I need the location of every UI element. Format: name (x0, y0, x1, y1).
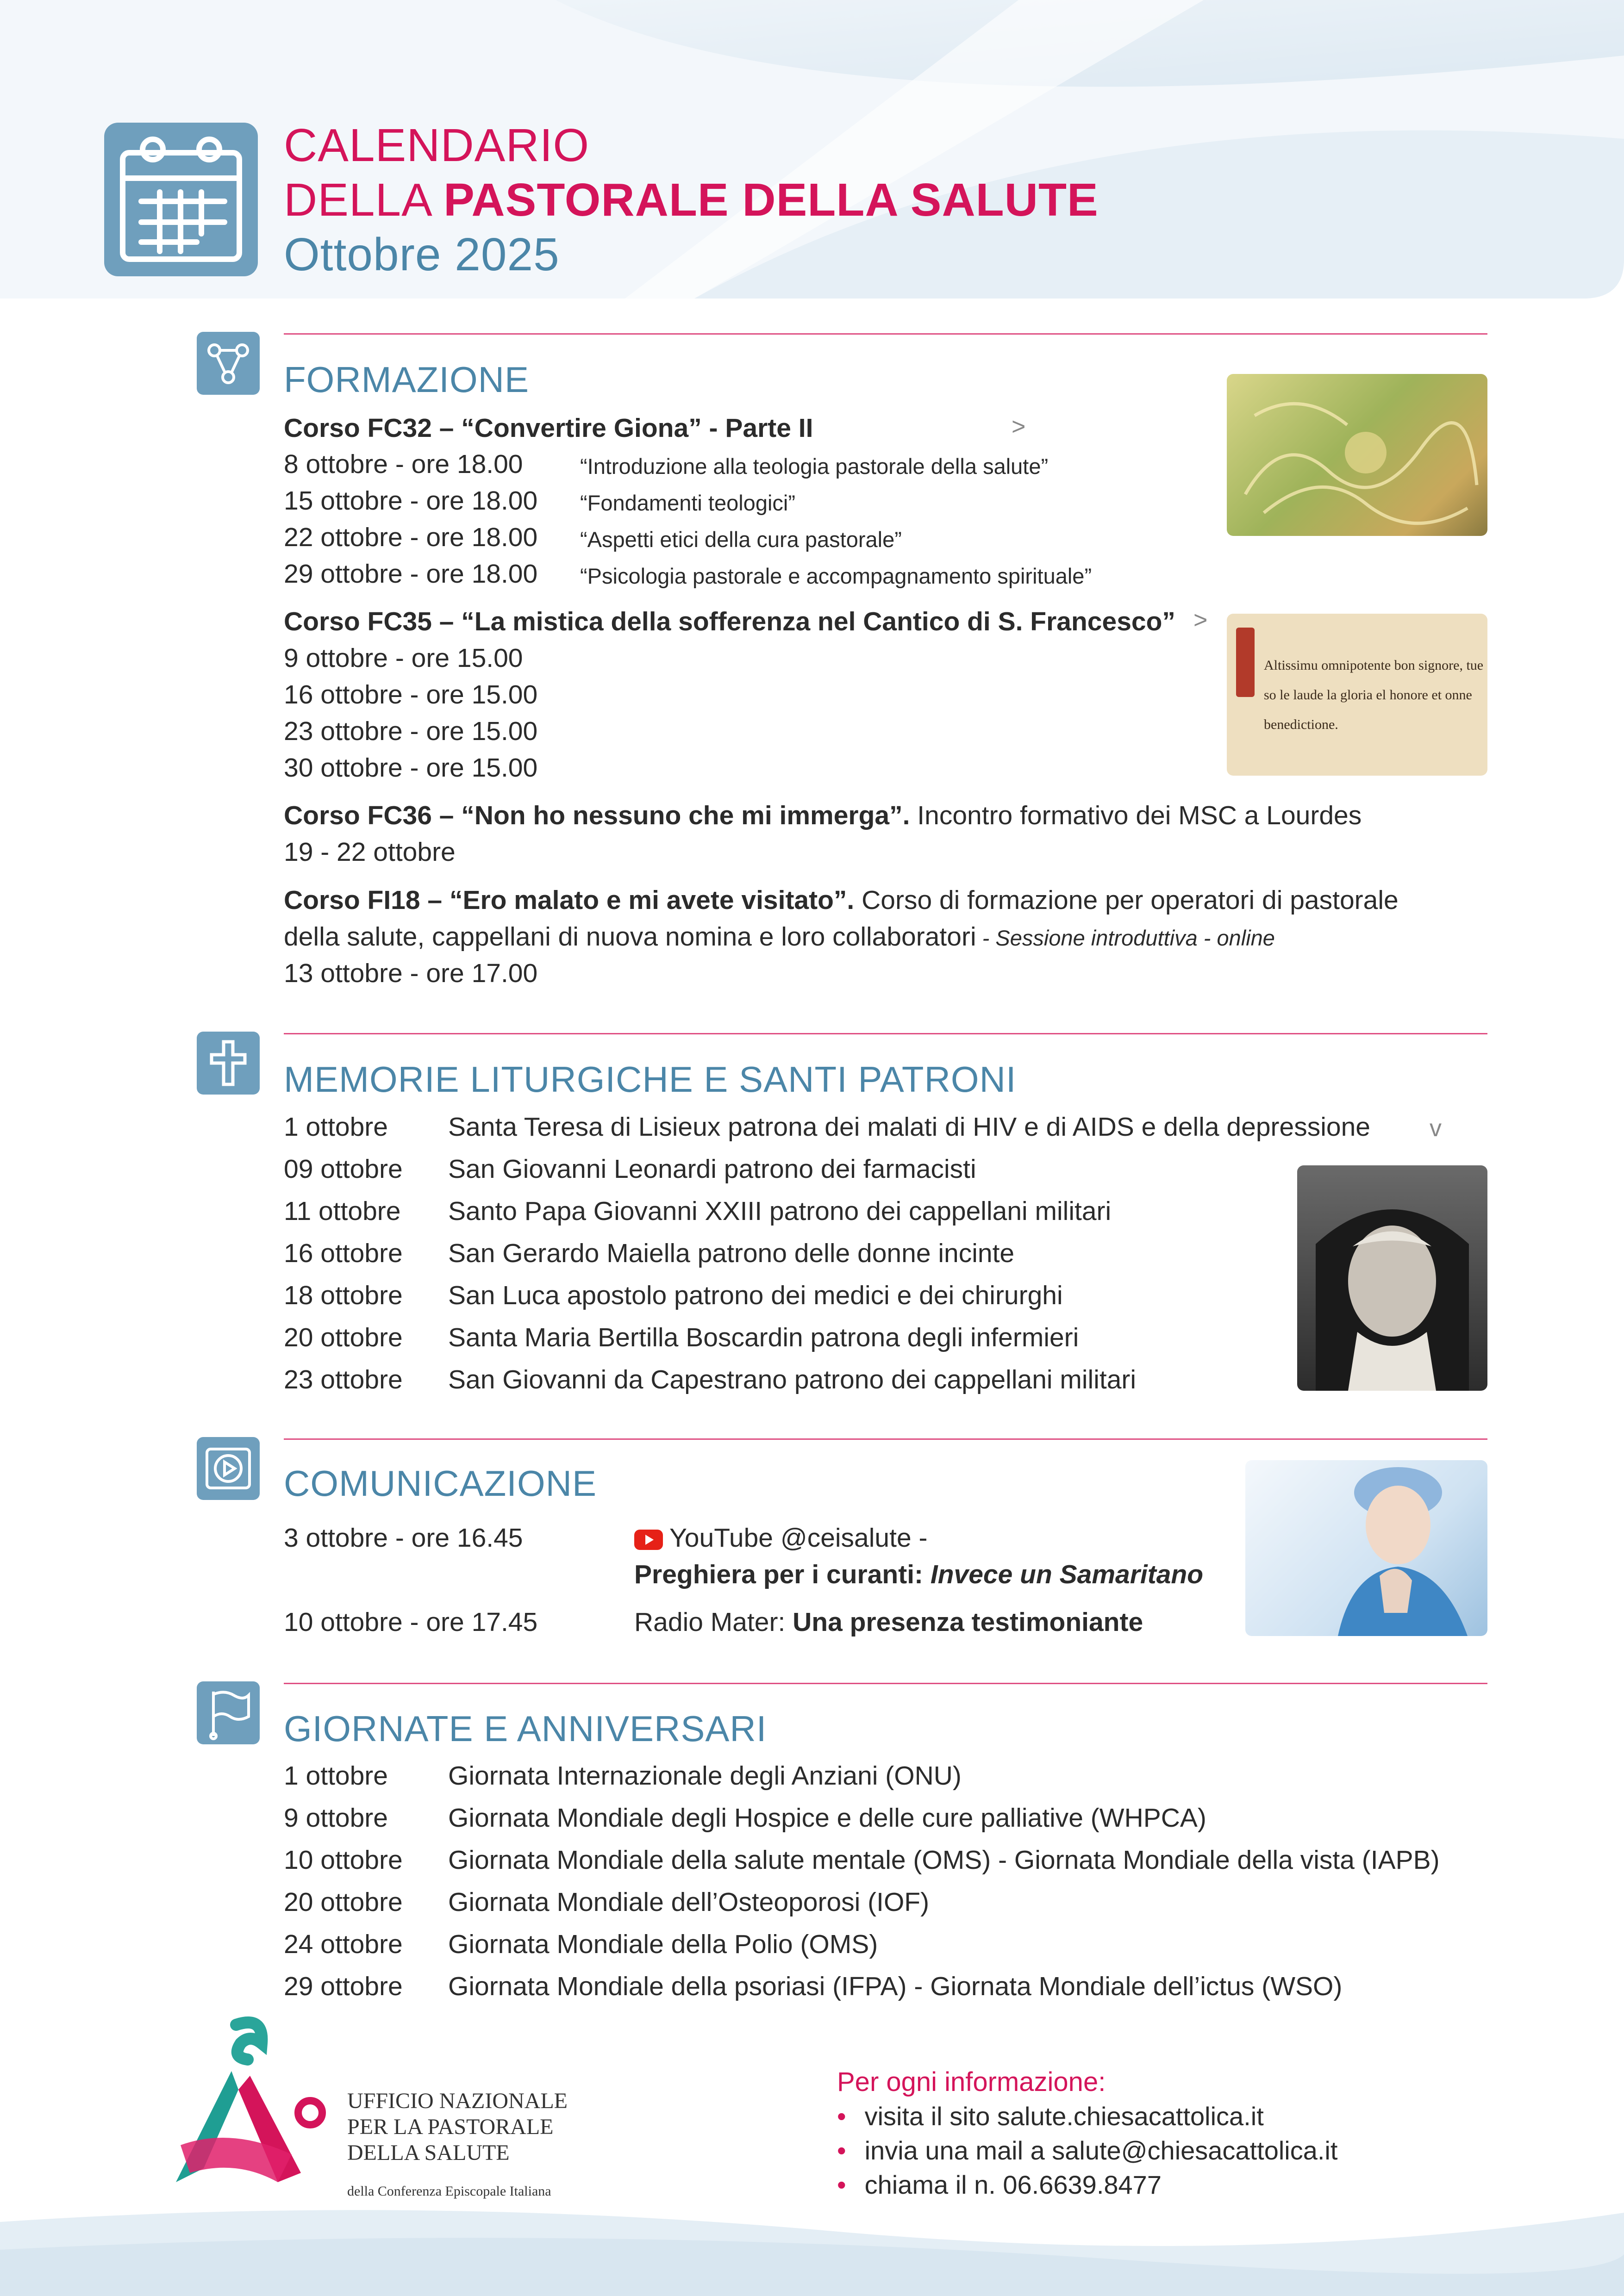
fc35-arrow-icon[interactable]: > (1193, 607, 1208, 634)
giornata-text-6: Giornata Mondiale della psoriasi (IFPA) - Giornata Mondiale dell’ictus (WSO) (448, 1972, 1343, 2001)
giornata-date-5: 24 ottobre (284, 1929, 403, 1959)
memoria-date-7: 23 ottobre (284, 1365, 403, 1394)
fi18-session: - Sessione introduttiva - online (976, 926, 1275, 950)
giornata-text-1: Giornata Internazionale degli Anziani (ONU) (448, 1761, 962, 1791)
office-subtitle: della Conferenza Episcopale Italiana (347, 2184, 551, 2199)
manuscript-line-3: benedictione. (1264, 717, 1338, 732)
course-fc36-title: Corso FC36 – “Non ho nessuno che mi immerga”. (284, 801, 910, 830)
fc32-date-2: 15 ottobre - ore 18.00 (284, 486, 538, 516)
memoria-text-5: San Luca apostolo patrono dei medici e dei chirurghi (448, 1281, 1063, 1310)
giornata-date-6: 29 ottobre (284, 1972, 403, 2001)
cross-icon (197, 1032, 260, 1095)
nurse-praying-photo (1245, 1460, 1487, 1636)
com-title-2: Radio Mater: Una presenza testimoniante (634, 1607, 1143, 1637)
section-divider (284, 1683, 1487, 1684)
giornata-date-2: 9 ottobre (284, 1803, 388, 1833)
info-email[interactable]: • invia una mail a salute@chiesacattolica.it (837, 2136, 1338, 2165)
memoria-text-4: San Gerardo Maiella patrono delle donne incinte (448, 1238, 1015, 1268)
memoria-text-7: San Giovanni da Capestrano patrono dei cappellani militari (448, 1365, 1137, 1394)
fc32-topic-1: “Introduzione alla teologia pastorale della salute” (580, 454, 1049, 479)
course-fc35-title[interactable]: Corso FC35 – “La mistica della sofferenza nel Cantico di S. Francesco” (284, 607, 1175, 636)
giornata-text-4: Giornata Mondiale dell’Osteoporosi (IOF) (448, 1887, 930, 1917)
fc32-date-3: 22 ottobre - ore 18.00 (284, 523, 538, 552)
play-icon (197, 1437, 260, 1500)
youtube-link[interactable] (634, 1522, 927, 1554)
giornata-text-3: Giornata Mondiale della salute mentale (OMS) - Giornata Mondiale della vista (IAPB) (448, 1845, 1440, 1875)
giornata-text-2: Giornata Mondiale degli Hospice e delle cure palliative (WHPCA) (448, 1803, 1206, 1833)
section-divider (284, 1033, 1487, 1034)
fc32-date-1: 8 ottobre - ore 18.00 (284, 449, 523, 479)
memoria-text-1: Santa Teresa di Lisieux patrona dei malati di HIV e di AIDS e della depressione (448, 1112, 1370, 1142)
calendar-icon (104, 123, 258, 276)
course-fi18[interactable] (284, 884, 1399, 916)
fc32-topic-4: “Psicologia pastorale e accompagnamento spirituale” (580, 564, 1092, 588)
course-fc32-title[interactable]: Corso FC32 – “Convertire Giona” - Parte II (284, 413, 813, 443)
giornata-date-3: 10 ottobre (284, 1845, 403, 1875)
course-fc36[interactable] (284, 799, 1362, 832)
memoria-date-3: 11 ottobre (284, 1196, 401, 1226)
fc32-topic-3: “Aspetti etici della cura pastorale” (580, 527, 902, 552)
ufficio-logo-icon (162, 2016, 329, 2201)
fc32-date-4: 29 ottobre - ore 18.00 (284, 559, 538, 589)
section-title-giornate: GIORNATE E ANNIVERSARI (284, 1708, 767, 1749)
course-fi18-title: Corso FI18 – “Ero malato e mi avete visitato”. (284, 885, 855, 915)
section-title-comunicazione: COMUNICAZIONE (284, 1463, 597, 1504)
fi18-desc-line-2: della salute, cappellani di nuova nomina e loro collaboratori - Sessione introduttiva - online (284, 922, 1275, 952)
saint-portrait-photo (1297, 1165, 1487, 1391)
memoria-text-2: San Giovanni Leonardi patrono dei farmacisti (448, 1154, 976, 1184)
section-divider (284, 1438, 1487, 1440)
memoria-date-5: 18 ottobre (284, 1281, 403, 1310)
page-title (284, 118, 1099, 282)
fc36-dates: 19 - 22 ottobre (284, 837, 456, 867)
people-network-icon (197, 332, 260, 395)
memorie-chevron-down-icon[interactable]: v (1430, 1115, 1442, 1142)
course-fi18-desc: Corso di formazione per operatori di pastorale (854, 885, 1399, 915)
course-fc36-desc: Incontro formativo dei MSC a Lourdes (910, 801, 1362, 830)
fc35-date-4: 30 ottobre - ore 15.00 (284, 753, 538, 783)
flag-icon (197, 1681, 260, 1744)
fc32-arrow-icon[interactable]: > (1012, 413, 1026, 440)
info-website[interactable]: • visita il sito salute.chiesacattolica.it (837, 2102, 1264, 2131)
memoria-date-4: 16 ottobre (284, 1238, 403, 1268)
fi18-date: 13 ottobre - ore 17.00 (284, 958, 538, 988)
fc35-date-2: 16 ottobre - ore 15.00 (284, 680, 538, 709)
giornata-text-5: Giornata Mondiale della Polio (OMS) (448, 1929, 878, 1959)
section-title-formazione: FORMAZIONE (284, 359, 529, 400)
info-phone[interactable]: • chiama il n. 06.6639.8477 (837, 2170, 1162, 2199)
fc35-date-1: 9 ottobre - ore 15.00 (284, 643, 523, 673)
section-divider (284, 333, 1487, 335)
manuscript-line-2: so le laude la gloria el honore et onne (1264, 687, 1472, 703)
manuscript-image (1227, 614, 1487, 776)
youtube-channel: YouTube @ceisalute - (669, 1523, 928, 1553)
com-title-1: Preghiera per i curanti: Invece un Samaritano (634, 1560, 1204, 1589)
fc32-topic-2: “Fondamenti teologici” (580, 491, 795, 515)
manuscript-line-1: Altissimu omnipotente bon signore, tue (1264, 658, 1484, 673)
office-name: UFFICIO NAZIONALE PER LA PASTORALE DELLA SALUTE (347, 2089, 568, 2165)
section-title-memorie: MEMORIE LITURGICHE E SANTI PATRONI (284, 1059, 1017, 1100)
footer-background (0, 2194, 1624, 2296)
info-title: Per ogni informazione: (837, 2067, 1106, 2097)
com-date-1: 3 ottobre - ore 16.45 (284, 1523, 523, 1553)
memoria-text-6: Santa Maria Bertilla Boscardin patrona degli infermieri (448, 1323, 1079, 1352)
youtube-icon (634, 1530, 663, 1550)
giornata-date-1: 1 ottobre (284, 1761, 388, 1791)
com-date-2: 10 ottobre - ore 17.45 (284, 1607, 538, 1637)
title-month: Ottobre 2025 (284, 229, 560, 280)
jonah-artwork-image (1227, 374, 1487, 536)
fc35-date-3: 23 ottobre - ore 15.00 (284, 716, 538, 746)
memoria-date-6: 20 ottobre (284, 1323, 403, 1352)
memoria-date-2: 09 ottobre (284, 1154, 403, 1184)
title-line-1: CALENDARIO (284, 119, 590, 171)
memoria-text-3: Santo Papa Giovanni XXIII patrono dei cappellani militari (448, 1196, 1112, 1226)
memoria-date-1: 1 ottobre (284, 1112, 388, 1142)
title-line-2: DELLA PASTORALE DELLA SALUTE (284, 174, 1099, 226)
giornata-date-4: 20 ottobre (284, 1887, 403, 1917)
